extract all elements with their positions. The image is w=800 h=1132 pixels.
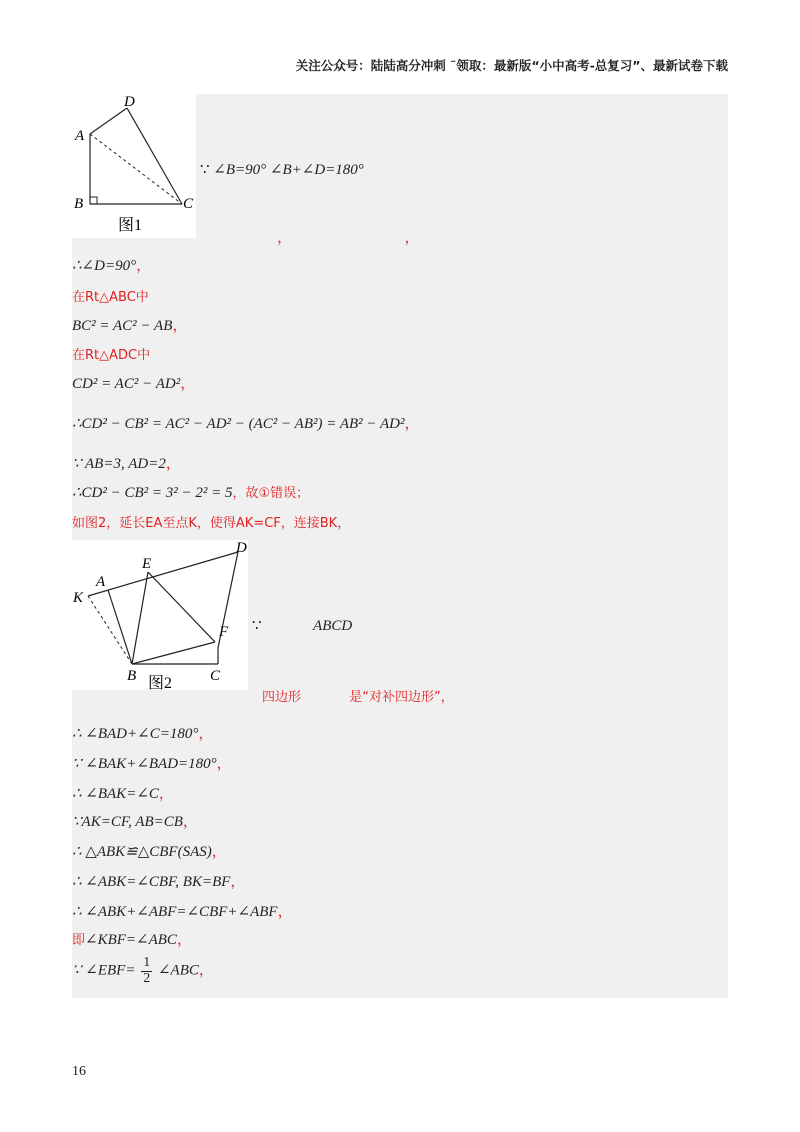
line-1: [200, 160, 364, 179]
comma: ，: [176, 932, 192, 948]
comma: ，: [277, 230, 293, 246]
line-11: [252, 616, 352, 635]
figure-2-diagram: [72, 540, 248, 690]
math-text: ∴ ∠BAD+∠C=180°: [72, 726, 199, 742]
line-13: [72, 722, 213, 743]
math-text: ∠B=90° ∠B+∠D=180°: [213, 162, 364, 178]
line-2: [72, 254, 151, 275]
fraction-one-half: [141, 956, 152, 986]
comma: ，: [404, 230, 420, 246]
solution-body: [72, 94, 728, 998]
supplementary-quad-text: 是“对补四边形”，: [349, 690, 454, 705]
because-symbol: ∵: [200, 162, 210, 178]
conclusion-text: ，故①错误；: [232, 486, 310, 501]
fig1-label-a: A: [75, 128, 85, 144]
line-16: [72, 810, 198, 831]
fig2-caption: 图2: [148, 675, 173, 690]
fig1-label-c: C: [183, 196, 194, 212]
line-1-commas: [277, 226, 420, 247]
math-text: ∴ ∠ABK+∠ABF=∠CBF+∠ABF: [72, 904, 278, 920]
line-18: [72, 870, 245, 891]
line-10: 如图2，延长EA至点K，使得AK=CF，连接BK，: [72, 516, 351, 531]
line-14: [72, 752, 232, 773]
line-21: [72, 956, 214, 986]
fig1-label-d: D: [124, 94, 135, 110]
page-header: 关注公众号：陆陆高分冲刺 ˜领取：最新版“小中高考-总复习”、最新试卷下载: [295, 58, 728, 73]
line-15: [72, 782, 174, 803]
fraction-numerator: 1: [143, 955, 151, 970]
math-text: ∵ ∠BAK+∠BAD=180°: [72, 756, 217, 772]
fig1-caption: 图1: [118, 217, 143, 234]
comma: ，: [211, 844, 227, 860]
math-text: ∴CD² − CB² = 3² − 2² = 5: [72, 485, 233, 501]
math-text: ∵ AB=3, AD=2: [72, 456, 166, 472]
math-text: ∴ ∠ABK=∠CBF, BK=BF: [72, 874, 231, 890]
math-text: BC² = AC² − AB: [72, 318, 173, 334]
fig2-label-e: E: [142, 556, 152, 572]
figure-1: [72, 94, 196, 238]
fig2-label-d: D: [236, 540, 247, 556]
comma: ，: [198, 962, 214, 979]
line-8: [72, 452, 181, 473]
math-text: ∠KBF=∠ABC: [85, 932, 177, 948]
quadrilateral-text: 四边形: [262, 690, 302, 705]
line-20: [72, 928, 192, 949]
line-12: [262, 686, 454, 705]
line-4: [72, 314, 187, 335]
line-3: 在Rt△ABC中: [72, 290, 149, 305]
fig1-label-b: B: [74, 196, 84, 212]
comma: ，: [158, 786, 174, 802]
math-text: ∴ △ABK≌△CBF(SAS): [72, 844, 212, 860]
because-symbol: ∵: [252, 618, 262, 634]
math-text: ∵ ∠EBF=: [72, 962, 136, 979]
comma: ，: [216, 756, 232, 772]
comma: ，: [198, 726, 214, 742]
math-text: ∠ABC: [157, 962, 199, 979]
math-text: ∵AK=CF, AB=CB: [72, 814, 183, 830]
comma: ，: [172, 318, 188, 334]
fig2-label-f: F: [219, 624, 229, 640]
line-6: [72, 372, 195, 393]
comma: ，: [180, 376, 196, 392]
line-17: [72, 840, 227, 861]
math-text: ABCD: [313, 618, 353, 634]
page-number: 16: [72, 1064, 86, 1079]
comma: ，: [277, 904, 293, 920]
fig2-label-a: A: [96, 574, 106, 590]
comma: ，: [136, 258, 152, 274]
fig2-label-b: B: [127, 668, 137, 684]
fig2-label-k: K: [73, 590, 84, 606]
figure-2: [72, 540, 248, 690]
comma: ，: [182, 814, 198, 830]
line-5: 在Rt△ADC中: [72, 348, 151, 363]
line-7: [72, 412, 420, 433]
line-19: [72, 900, 293, 921]
namely-text: 即: [72, 933, 86, 948]
line-9: [72, 482, 309, 502]
math-text: ∴ ∠BAK=∠C: [72, 786, 159, 802]
comma: ，: [230, 874, 246, 890]
fraction-denominator: 2: [143, 970, 151, 986]
fig2-label-c: C: [210, 668, 221, 684]
math-text: ∴∠D=90°: [72, 258, 137, 274]
figure-1-diagram: [72, 94, 196, 238]
math-text: ∴CD² − CB² = AC² − AD² − (AC² − AB²) = AB² − AD²: [72, 416, 405, 432]
comma: ，: [165, 456, 181, 472]
math-text: CD² = AC² − AD²: [72, 376, 181, 392]
comma: ，: [404, 416, 420, 432]
